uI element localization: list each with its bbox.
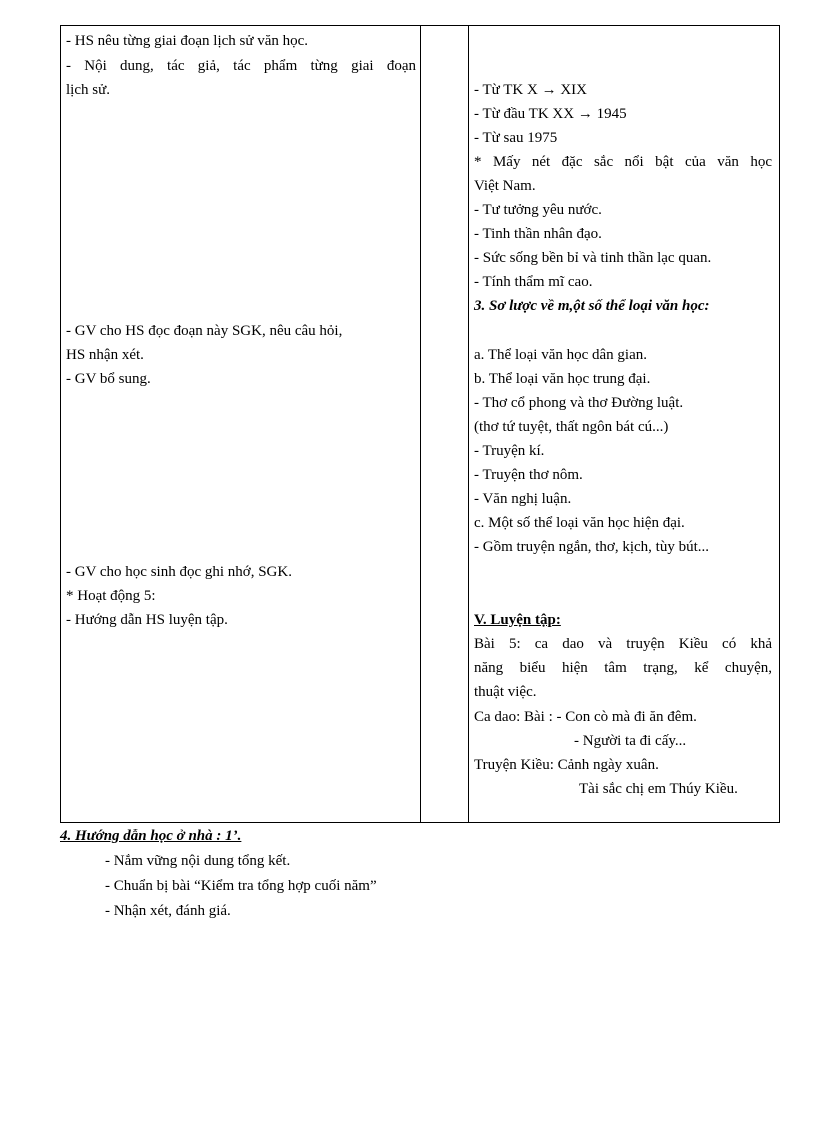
exercise-line: năng biểu hiện tâm trạng, kể chuyện,	[474, 660, 772, 676]
genre-line: - Gồm truyện ngắn, thơ, kịch, tùy bút...	[474, 539, 709, 555]
genre-line: c. Một số thể loại văn học hiện đại.	[474, 515, 685, 531]
kieu-line: Tài sắc chị em Thúy Kiều.	[579, 781, 738, 797]
features-heading: * Mấy nét đặc sắc nổi bật của văn học	[474, 154, 772, 170]
activity-line: - GV cho học sinh đọc ghi nhớ, SGK.	[66, 564, 292, 580]
kieu-line: Truyện Kiều: Cảnh ngày xuân.	[474, 757, 659, 773]
activity-line: - GV cho HS đọc đoạn này SGK, nêu câu hỏi,	[66, 323, 343, 339]
feature-line: - Sức sống bền bỉ và tinh thần lạc quan.	[474, 250, 712, 266]
genre-line: (thơ tứ tuyệt, thất ngôn bát cú...)	[474, 419, 669, 435]
feature-line: - Tính thẩm mĩ cao.	[474, 274, 593, 290]
activity-line: - GV bổ sung.	[66, 371, 151, 387]
genre-line: - Truyện thơ nôm.	[474, 467, 583, 483]
homework-heading: 4. Hướng dẫn học ở nhà : 1’.	[60, 828, 242, 844]
homework-item: - Nhận xét, đánh giá.	[105, 903, 231, 919]
activity-line: HS nhận xét.	[66, 347, 144, 363]
activity-line: - Hướng dẫn HS luyện tập.	[66, 612, 228, 628]
lesson-table	[60, 25, 780, 823]
cadao-line: Ca dao: Bài : - Con cò mà đi ăn đêm.	[474, 709, 697, 725]
genre-line: b. Thể loại văn học trung đại.	[474, 371, 651, 387]
features-heading-cont: Việt Nam.	[474, 178, 536, 194]
activity-line: * Hoạt động 5:	[66, 588, 156, 604]
period-line: - Từ sau 1975	[474, 130, 558, 146]
genre-line: - Văn nghị luận.	[474, 491, 572, 507]
activity-line: - Nội dung, tác giả, tác phẩm từng giai đoạn	[66, 58, 416, 74]
exercise-line: Bài 5: ca dao và truyện Kiều có khả	[474, 636, 772, 652]
period-line: - Từ TK X → XIX	[474, 82, 587, 98]
column-divider-1	[420, 26, 421, 822]
genre-line: - Thơ cổ phong và thơ Đường luật.	[474, 395, 684, 411]
section-3-title: 3. Sơ lược về m,ột số thể loại văn học:	[474, 298, 710, 314]
homework-item: - Chuẩn bị bài “Kiểm tra tổng hợp cuối năm”	[105, 878, 377, 894]
column-divider-2	[468, 26, 469, 822]
activity-line: - HS nêu từng giai đoạn lịch sử văn học.	[66, 33, 309, 49]
activity-line: lịch sử.	[66, 82, 110, 98]
feature-line: - Tinh thần nhân đạo.	[474, 226, 602, 242]
period-line: - Từ đầu TK XX → 1945	[474, 106, 627, 122]
genre-line: - Truyện kí.	[474, 443, 545, 459]
cadao-line: - Người ta đi cấy...	[574, 733, 687, 749]
feature-line: - Tư tưởng yêu nước.	[474, 202, 602, 218]
exercise-line: thuật việc.	[474, 684, 537, 700]
genre-line: a. Thể loại văn học dân gian.	[474, 347, 647, 363]
section-5-title: V. Luyện tập:	[474, 612, 561, 628]
homework-item: - Nắm vững nội dung tổng kết.	[105, 853, 291, 869]
